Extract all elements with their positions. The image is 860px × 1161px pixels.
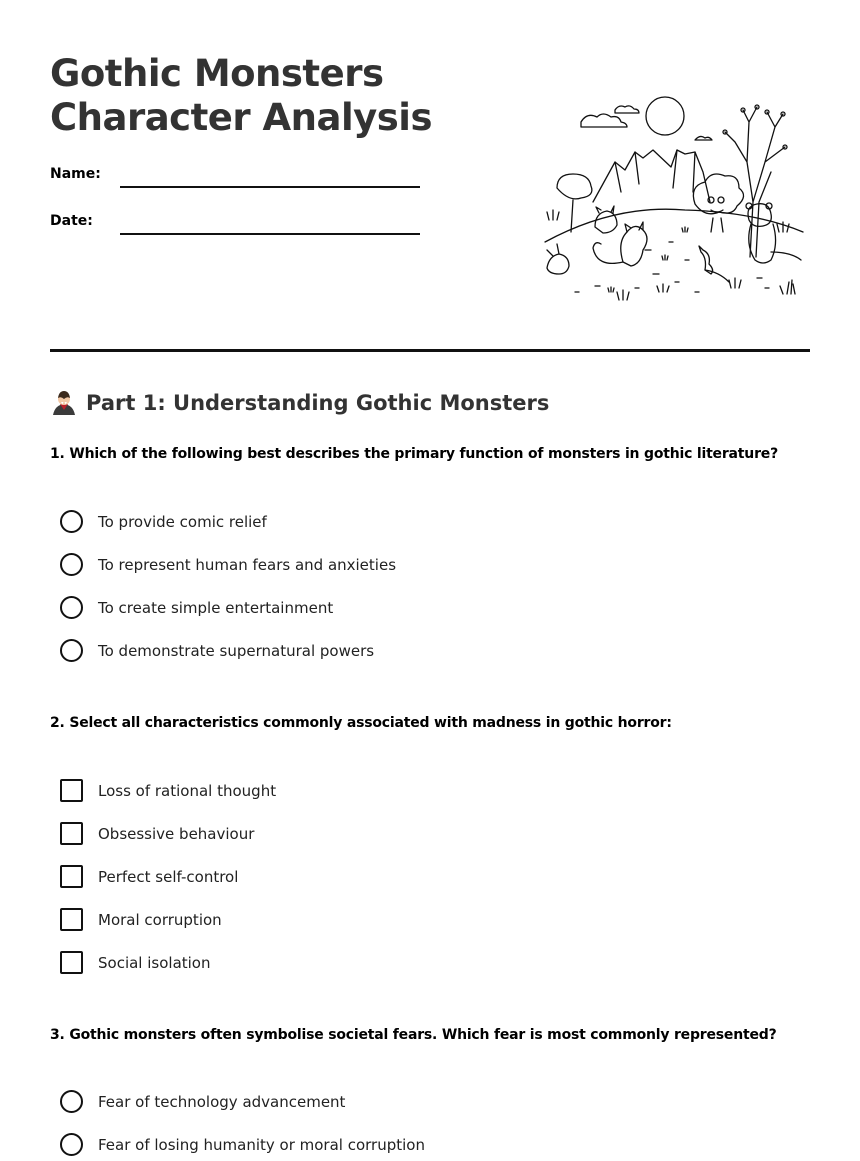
worksheet-title: Gothic Monsters Character Analysis: [50, 52, 432, 139]
date-field-row: [50, 213, 420, 229]
part1-heading: [50, 389, 549, 417]
radio-button[interactable]: [60, 510, 83, 533]
option-label: To provide comic relief: [98, 512, 267, 531]
vampire-icon: [50, 389, 78, 417]
date-input-line[interactable]: [120, 233, 420, 235]
header-divider: [50, 349, 810, 352]
option-label: Fear of losing humanity or moral corruption: [98, 1135, 425, 1154]
q1-option-2[interactable]: [60, 553, 396, 576]
option-label: To create simple entertainment: [98, 598, 334, 617]
radio-button[interactable]: [60, 553, 83, 576]
q1-option-1[interactable]: [60, 510, 267, 533]
q2-option-2[interactable]: [60, 822, 254, 845]
q2-option-3[interactable]: [60, 865, 238, 888]
q2-option-5[interactable]: [60, 951, 211, 974]
checkbox[interactable]: [60, 865, 83, 888]
radio-button[interactable]: [60, 1090, 83, 1113]
option-label: Obsessive behaviour: [98, 824, 255, 843]
question-3-text: 3. Gothic monsters often symbolise societal fears. Which fear is most commonly represented?: [50, 1027, 777, 1043]
checkbox[interactable]: [60, 822, 83, 845]
checkbox[interactable]: [60, 908, 83, 931]
radio-button[interactable]: [60, 1133, 83, 1156]
part1-title: Part 1: Understanding Gothic Monsters: [86, 391, 550, 415]
name-field-row: [50, 166, 420, 182]
radio-button[interactable]: [60, 639, 83, 662]
checkbox[interactable]: [60, 779, 83, 802]
landscape-animals-illustration: [535, 92, 810, 317]
option-label: Social isolation: [98, 953, 211, 972]
name-input-line[interactable]: [120, 186, 420, 188]
question-1-text: 1. Which of the following best describes the primary function of monsters in gothic literature?: [50, 446, 778, 462]
option-label: To represent human fears and anxieties: [98, 555, 397, 574]
option-label: To demonstrate supernatural powers: [98, 641, 375, 660]
name-label: Name:: [50, 166, 101, 182]
q3-option-2[interactable]: [60, 1133, 425, 1156]
option-label: Fear of technology advancement: [98, 1092, 346, 1111]
question-2-text: 2. Select all characteristics commonly associated with madness in gothic horror:: [50, 715, 672, 731]
q3-option-1[interactable]: [60, 1090, 345, 1113]
q1-option-4[interactable]: [60, 639, 374, 662]
checkbox[interactable]: [60, 951, 83, 974]
q1-option-3[interactable]: [60, 596, 333, 619]
q2-option-4[interactable]: [60, 908, 222, 931]
q2-option-1[interactable]: [60, 779, 276, 802]
option-label: Moral corruption: [98, 910, 222, 929]
option-label: Loss of rational thought: [98, 781, 277, 800]
option-label: Perfect self-control: [98, 867, 239, 886]
date-label: Date:: [50, 213, 93, 229]
radio-button[interactable]: [60, 596, 83, 619]
